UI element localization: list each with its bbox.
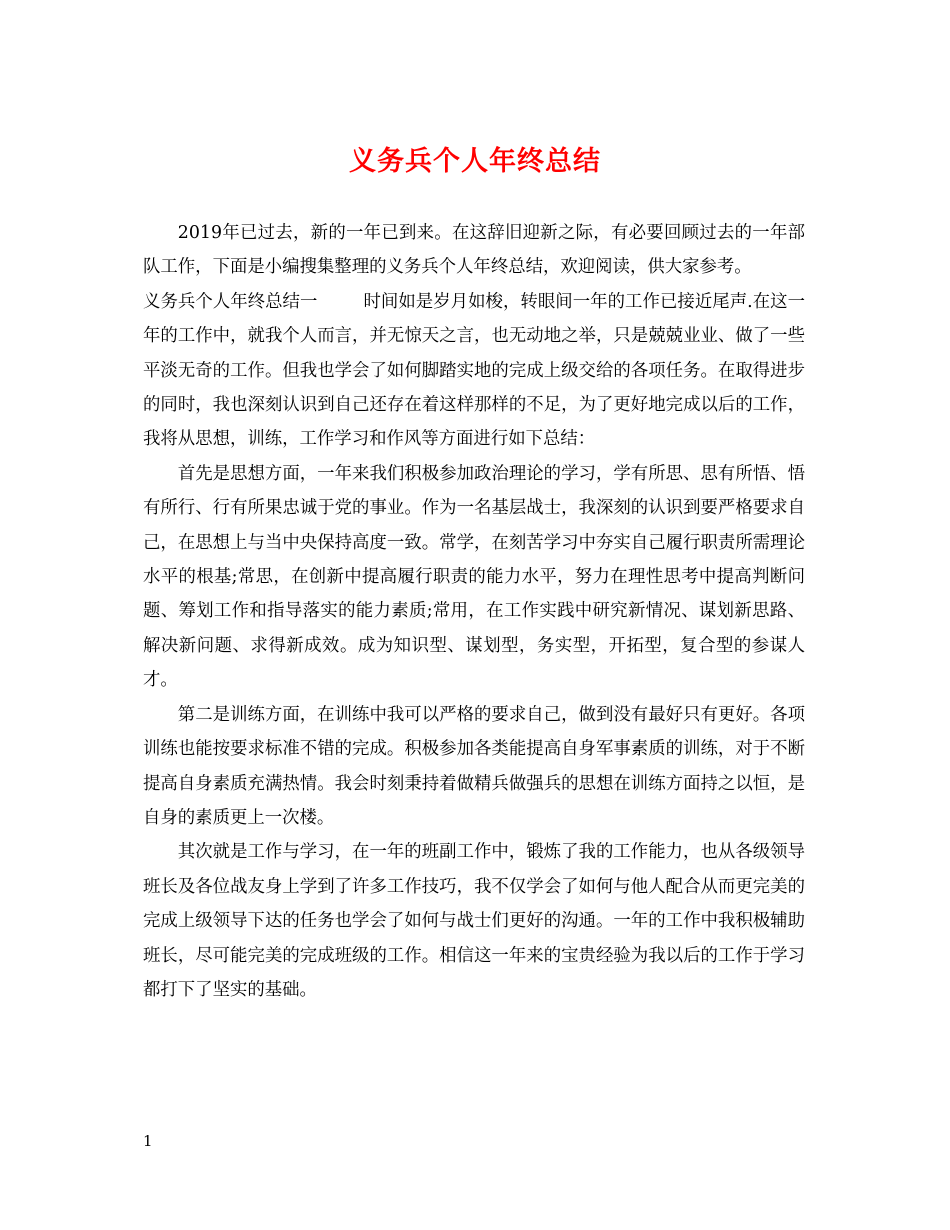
- section-one-text: 时间如是岁月如梭，转眼间一年的工作已接近尾声.在这一年的工作中，就我个人而言，并无惊天之言，也无动地之举，只是兢兢业业、做了一些平淡无奇的工作。但我也学会了如何脚踏实地的完成上级交给的各项任务。在取得进步的同时，我也深刻认识到自己还存在着这样那样的不足，为了更好地完成以后的工作，我将从思想，训练，工作学习和作风等方面进行如下总结：: [143, 291, 805, 450]
- page-number: 1: [143, 1132, 153, 1150]
- training-paragraph: 第二是训练方面，在训练中我可以严格的要求自己，做到没有最好只有更好。各项训练也能按要求标准不错的完成。积极参加各类能提高自身军事素质的训练，对于不断提高自身素质充满热情。我会时刻秉持着做精兵做强兵的思想在训练方面持之以恒，是自身的素质更上一次楼。: [143, 704, 805, 828]
- document-title: 义务兵个人年终总结: [349, 146, 601, 177]
- section-one-heading: 义务兵个人年终总结一: [143, 291, 318, 312]
- thought-paragraph: 首先是思想方面，一年来我们积极参加政治理论的学习，学有所思、思有所悟、悟有所行、行有所果忠诚于党的事业。作为一名基层战士，我深刻的认识到要严格要求自己，在思想上与当中央保持高度一致。常学，在刻苦学习中夯实自己履行职责所需理论水平的根基;常思，在创新中提高履行职责的能力水平，努力在理性思考中提高判断问题、筹划工作和指导落实的能力素质;常用，在工作实践中研究新情况、谋划新思路、解决新问题、求得新成效。成为知识型、谋划型，务实型，开拓型，复合型的参谋人才。: [143, 463, 805, 691]
- document-body: [143, 216, 805, 1007]
- work-study-paragraph: 其次就是工作与学习，在一年的班副工作中，锻炼了我的工作能力，也从各级领导班长及各位战友身上学到了许多工作技巧，我不仅学会了如何与他人配合从而更完美的完成上级领导下达的任务也学会了如何与战士们更好的沟通。一年的工作中我积极辅助班长，尽可能完美的完成班级的工作。相信这一年来的宝贵经验为我以后的工作于学习都打下了坚实的基础。: [143, 842, 805, 1000]
- intro-paragraph: 2019年已过去，新的一年已到来。在这辞旧迎新之际，有必要回顾过去的一年部队工作，下面是小编搜集整理的义务兵个人年终总结，欢迎阅读，供大家参考。: [143, 223, 805, 278]
- section-one-paragraph: [143, 285, 805, 457]
